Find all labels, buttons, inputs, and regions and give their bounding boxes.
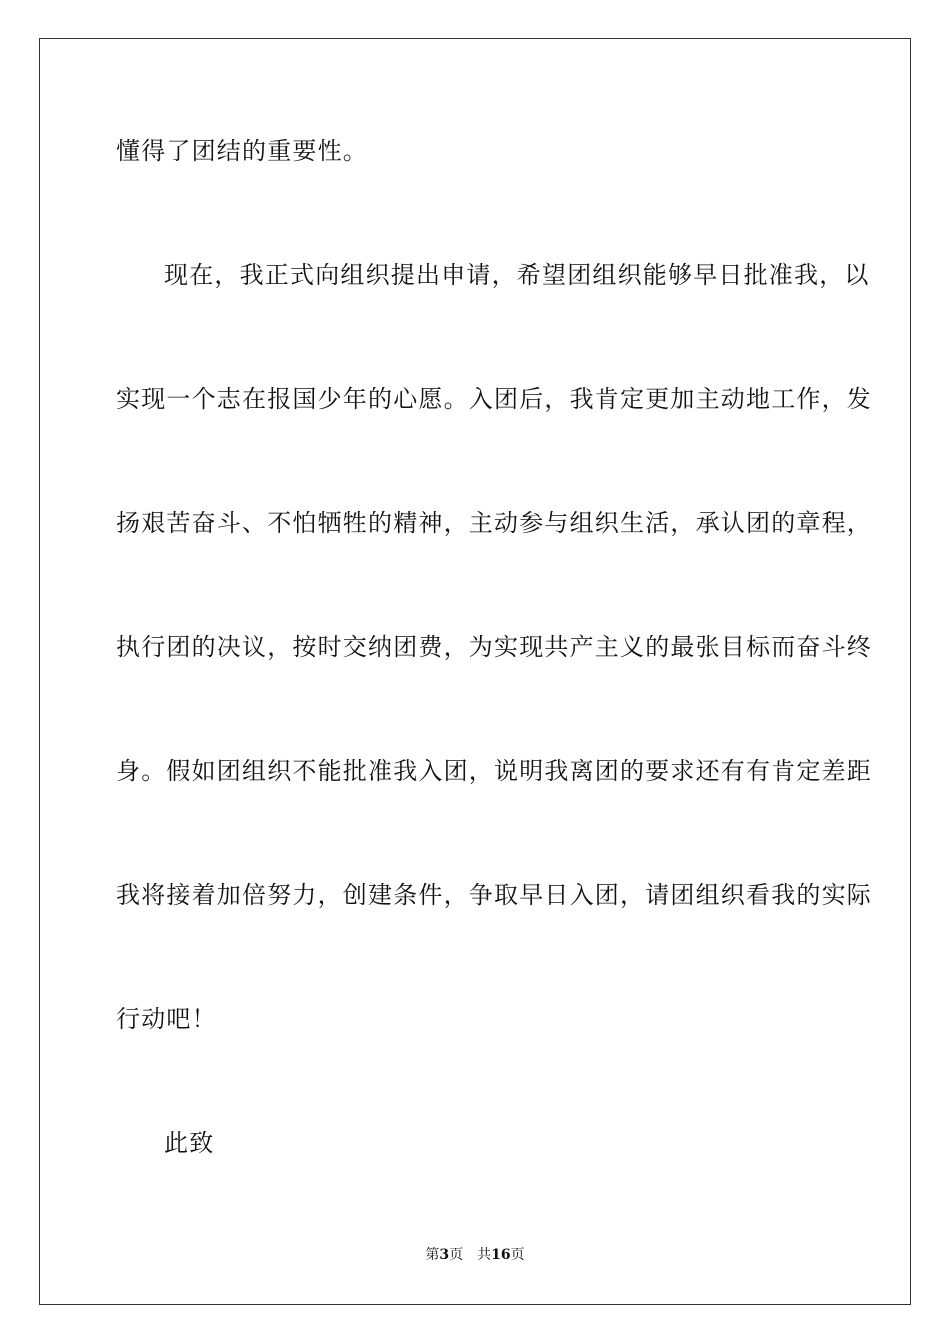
- body-line-5: 执行团的决议，按时交纳团费，为实现共产主义的最张目标而奋斗终: [116, 633, 872, 661]
- body-line-3: 实现一个志在报国少年的心愿。入团后，我肯定更加主动地工作，发: [116, 385, 872, 413]
- page-prefix: 第: [425, 1247, 440, 1263]
- body-line-7: 我将接着加倍努力，创建条件，争取早日入团，请团组织看我的实际: [116, 881, 872, 909]
- page-border: [39, 38, 911, 1305]
- page-suffix: 页: [449, 1247, 464, 1263]
- total-suffix: 页: [510, 1247, 525, 1263]
- total-prefix: 共: [477, 1247, 492, 1263]
- body-line-4: 扬艰苦奋斗、不怕牺牲的精神，主动参与组织生活，承认团的章程，: [116, 509, 872, 537]
- body-line-2: 现在，我正式向组织提出申请，希望团组织能够早日批准我，以: [164, 261, 870, 289]
- body-line-6: 身。假如团组织不能批准我入团，说明我离团的要求还有有肯定差距: [116, 757, 872, 785]
- page-footer: [0, 1246, 950, 1264]
- body-line-1: 懂得了团结的重要性。: [116, 137, 368, 165]
- page-number: 3: [439, 1247, 450, 1263]
- total-pages: 16: [491, 1247, 511, 1263]
- closing-salutation: 此致: [164, 1129, 215, 1157]
- body-line-8: 行动吧！: [116, 1005, 217, 1033]
